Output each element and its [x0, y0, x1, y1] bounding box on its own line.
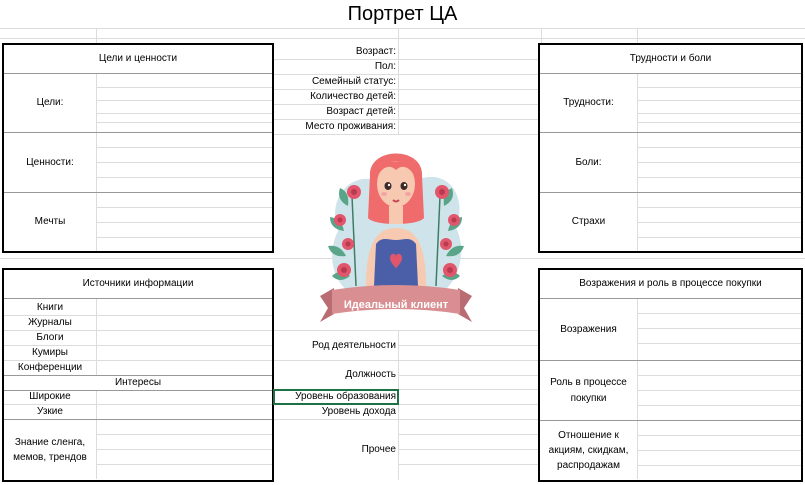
grid-line [96, 28, 97, 44]
gender-label: Пол: [374, 60, 396, 72]
income-level-label: Уровень дохода [321, 406, 396, 417]
children-count-input[interactable] [399, 89, 538, 104]
source-idols-label: Кумиры [32, 346, 68, 358]
pains-label: Боли: [575, 156, 602, 168]
family-status-label: Семейный статус: [311, 75, 396, 87]
objections-header: Возражения и роль в процессе покупки [579, 278, 762, 289]
occupation-label: Род деятельности [312, 339, 396, 351]
goals-input[interactable] [97, 74, 272, 132]
family-status-input[interactable] [399, 74, 538, 89]
interests-broad-label: Широкие [29, 391, 71, 402]
dreams-input[interactable] [97, 193, 272, 251]
ideal-client-banner: Идеальный клиент [343, 299, 449, 311]
slang-knowledge-input[interactable] [97, 420, 272, 480]
grid-line [637, 28, 638, 44]
age-label: Возраст: [355, 45, 396, 57]
source-books-input[interactable] [97, 300, 272, 315]
fears-label: Страхи [571, 216, 606, 227]
fears-input[interactable] [638, 193, 801, 251]
purchase-role-input[interactable] [638, 361, 801, 420]
occupation-input[interactable] [399, 331, 538, 360]
children-count-label: Количество детей: [310, 90, 396, 102]
dreams-label: Мечты [34, 216, 66, 227]
sources-header: Источники информации [82, 278, 194, 289]
goals-header: Цели и ценности [98, 53, 178, 64]
position-label: Должность [345, 369, 396, 380]
objections-label: Возражения [560, 323, 617, 335]
interests-header: Интересы [114, 376, 162, 388]
education-level-input[interactable] [399, 390, 538, 404]
source-blogs-input[interactable] [97, 330, 272, 345]
values-input[interactable] [97, 133, 272, 192]
grid-line [274, 134, 539, 135]
ideal-client-illustration [318, 136, 474, 332]
grid-line [541, 28, 542, 44]
gender-input[interactable] [399, 59, 538, 74]
other-input[interactable] [399, 420, 538, 480]
education-level-label: Уровень образования [295, 391, 396, 402]
purchase-role-label: Роль в процессе покупки [550, 376, 627, 404]
source-idols-input[interactable] [97, 345, 272, 360]
selected-cell-outline[interactable] [273, 389, 399, 405]
source-blogs-label: Блоги [36, 331, 64, 343]
pains-input[interactable] [638, 133, 801, 192]
objections-input[interactable] [638, 299, 801, 360]
residence-input[interactable] [399, 119, 538, 134]
children-age-input[interactable] [399, 104, 538, 119]
goals-label: Цели: [36, 97, 64, 108]
difficulties-label: Трудности: [563, 97, 614, 108]
source-magazines-label: Журналы [28, 316, 72, 328]
income-level-input[interactable] [399, 405, 538, 419]
difficulties-input[interactable] [638, 74, 801, 132]
grid-line [0, 28, 805, 29]
sheet-title: Портрет ЦА [347, 3, 458, 25]
grid-line [398, 28, 399, 44]
other-label: Прочее [361, 444, 396, 455]
sales-attitude-input[interactable] [638, 421, 801, 480]
age-input[interactable] [399, 44, 538, 59]
values-label: Ценности: [26, 156, 74, 168]
residence-label: Место проживания: [305, 120, 396, 132]
interests-broad-input[interactable] [97, 390, 272, 404]
source-conferences-label: Конференции [17, 361, 83, 373]
source-conferences-input[interactable] [97, 360, 272, 375]
position-input[interactable] [399, 361, 538, 389]
interests-narrow-label: Узкие [37, 405, 63, 417]
difficulties-header: Трудности и боли [629, 53, 712, 64]
source-books-label: Книги [36, 301, 64, 313]
children-age-label: Возраст детей: [326, 105, 396, 117]
slang-knowledge-label: Знание сленга, мемов, трендов [13, 437, 87, 463]
sales-attitude-label: Отношение к акциям, скидкам, распродажам [548, 430, 629, 471]
source-magazines-input[interactable] [97, 315, 272, 330]
interests-narrow-input[interactable] [97, 404, 272, 419]
grid-line [0, 38, 805, 39]
